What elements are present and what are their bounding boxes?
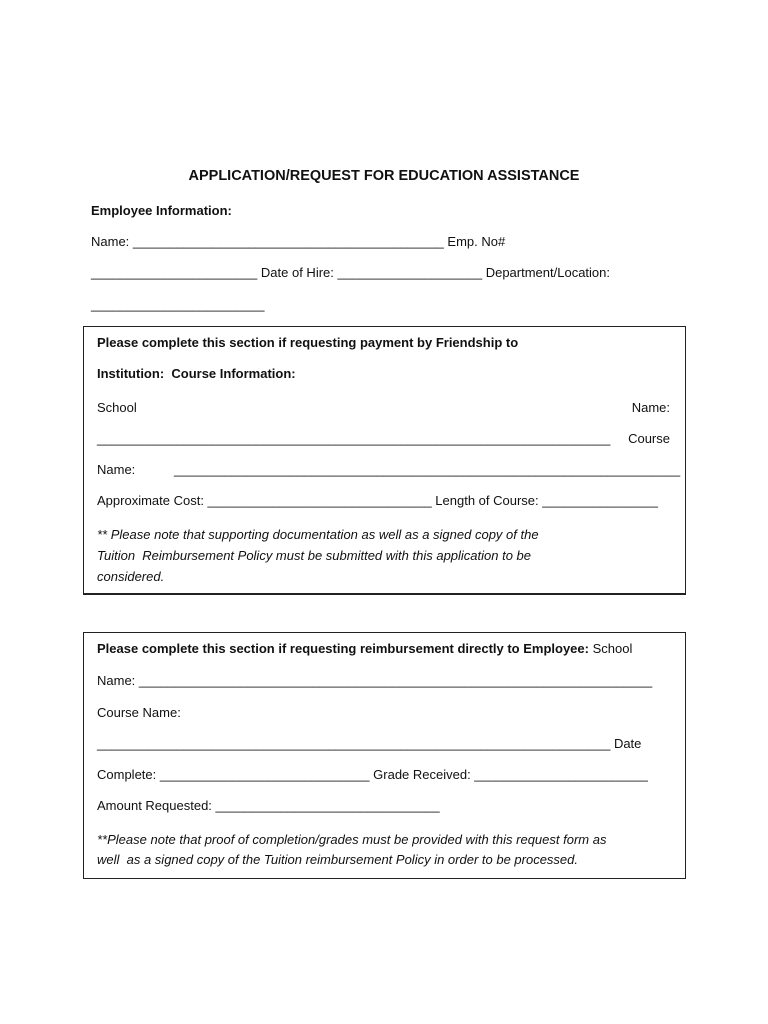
- section2-school-label: School: [592, 641, 633, 656]
- complete-grade-line[interactable]: Complete: _____________________________ Grade Received: ________________________: [97, 767, 648, 782]
- course-name-underline-2[interactable]: _______________________________________________________________________ Date: [97, 736, 642, 751]
- department-underline[interactable]: ________________________: [91, 297, 265, 312]
- section2-note-line1: **Please note that proof of completion/grades must be provided with this request form as: [97, 832, 607, 847]
- school-name-underline[interactable]: _______________________________________________________________________: [97, 431, 611, 446]
- section2-school-name-line[interactable]: Name: _______________________________________________________________________: [97, 673, 653, 688]
- amount-requested-line[interactable]: Amount Requested: _______________________________: [97, 798, 440, 813]
- section2-heading: Please complete this section if requesting reimbursement directly to Employee:: [97, 641, 589, 656]
- employee-info-heading: Employee Information:: [91, 203, 232, 218]
- cost-length-line[interactable]: Approximate Cost: _______________________________ Length of Course: ________________: [97, 493, 658, 508]
- employee-name-line[interactable]: Name: ___________________________________________ Emp. No#: [91, 234, 506, 249]
- course-label: Course: [628, 431, 670, 446]
- page-title: APPLICATION/REQUEST FOR EDUCATION ASSISTANCE: [188, 168, 580, 184]
- section1-note-line2: Tuition Reimbursement Policy must be submitted with this application to be: [97, 548, 532, 563]
- section1-heading-line2: Institution: Course Information:: [97, 366, 296, 381]
- section1-heading-line1: Please complete this section if requesting payment by Friendship to: [97, 335, 519, 350]
- school-name-label: Name:: [631, 400, 670, 415]
- section1-note-line3: considered.: [97, 569, 165, 584]
- course-name-label-2: Course Name:: [97, 705, 181, 720]
- hire-date-department-line[interactable]: _______________________ Date of Hire: ____________________ Department/Location:: [91, 265, 610, 280]
- course-name-underline[interactable]: ______________________________________________________________________: [174, 462, 681, 477]
- section2-note-line2: well as a signed copy of the Tuition reimbursement Policy in order to be processed.: [97, 852, 578, 867]
- section2-heading-row: [97, 641, 632, 656]
- course-name-label: Name:: [97, 462, 136, 477]
- section1-note-line1: ** Please note that supporting documentation as well as a signed copy of the: [97, 527, 539, 542]
- school-label: School: [97, 400, 137, 415]
